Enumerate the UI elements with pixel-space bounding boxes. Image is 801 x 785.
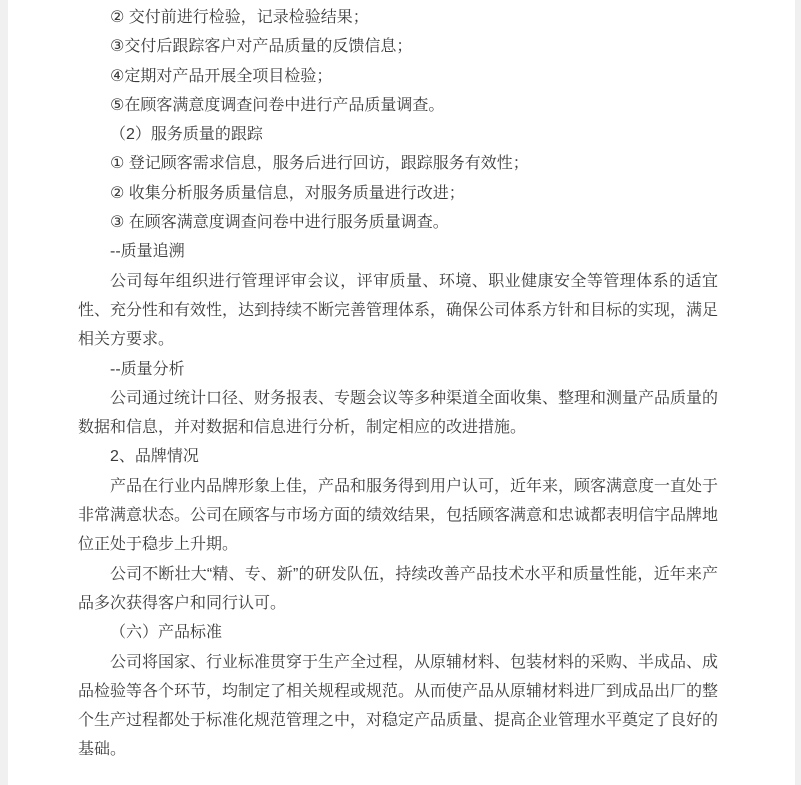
paragraph: 产品在行业内品牌形象上佳，产品和服务得到用户认可，近年来，顾客满意度一直处于非常满意状态。公司在顾客与市场方面的绩效结果，包括顾客满意和忠诚都表明信宇品牌地位正处于稳步上升期。 xyxy=(78,477,719,554)
paragraph: ⑤在顾客满意度调查问卷中进行产品质量调查。 xyxy=(110,96,445,114)
paragraph: 公司将国家、行业标准贯穿于生产全过程，从原辅材料、包装材料的采购、半成品、成品检验等各个环节，均制定了相关规程或规范。从而使产品从原辅材料进厂到成品出厂的整个生产过程都处于标准化规范管理之中，对稳定产品质量、提高企业管理水平奠定了良好的基础。 xyxy=(78,653,719,759)
paragraph: ④定期对产品开展全项目检验； xyxy=(110,67,333,85)
paragraph: 2、品牌情况 xyxy=(110,448,199,466)
paragraph: （2）服务质量的跟踪 xyxy=(110,126,263,144)
paragraph: 公司不断壮大“精、专、新”的研发队伍，持续改善产品技术水平和质量性能，近年来产品多次获得客户和同行认可。 xyxy=(78,565,718,612)
paragraph: ③ 在顾客满意度调查问卷中进行服务质量调查。 xyxy=(110,214,449,232)
paragraph: 公司通过统计口径、财务报表、专题会议等多种渠道全面收集、整理和测量产品质量的数据和信息，并对数据和信息进行分析，制定相应的改进措施。 xyxy=(78,389,719,437)
paragraph: （六）产品标准 xyxy=(110,624,223,642)
paragraph: ③交付后跟踪客户对产品质量的反馈信息； xyxy=(110,38,413,56)
paragraph: ① 登记顾客需求信息，服务后进行回访，跟踪服务有效性； xyxy=(110,155,529,173)
paragraph: ② 交付前进行检验，记录检验结果； xyxy=(110,9,369,26)
document-body xyxy=(78,3,718,765)
paragraph: --质量追溯 xyxy=(110,243,185,261)
document-page xyxy=(8,0,795,785)
paragraph: ② 收集分析服务质量信息，对服务质量进行改进； xyxy=(110,184,465,202)
paragraph: 公司每年组织进行管理评审会议，评审质量、环境、职业健康安全等管理体系的适宜性、充分性和有效性，达到持续不断完善管理体系，确保公司体系方针和目标的实现，满足相关方要求。 xyxy=(78,272,719,349)
paragraph: --质量分析 xyxy=(110,360,185,378)
